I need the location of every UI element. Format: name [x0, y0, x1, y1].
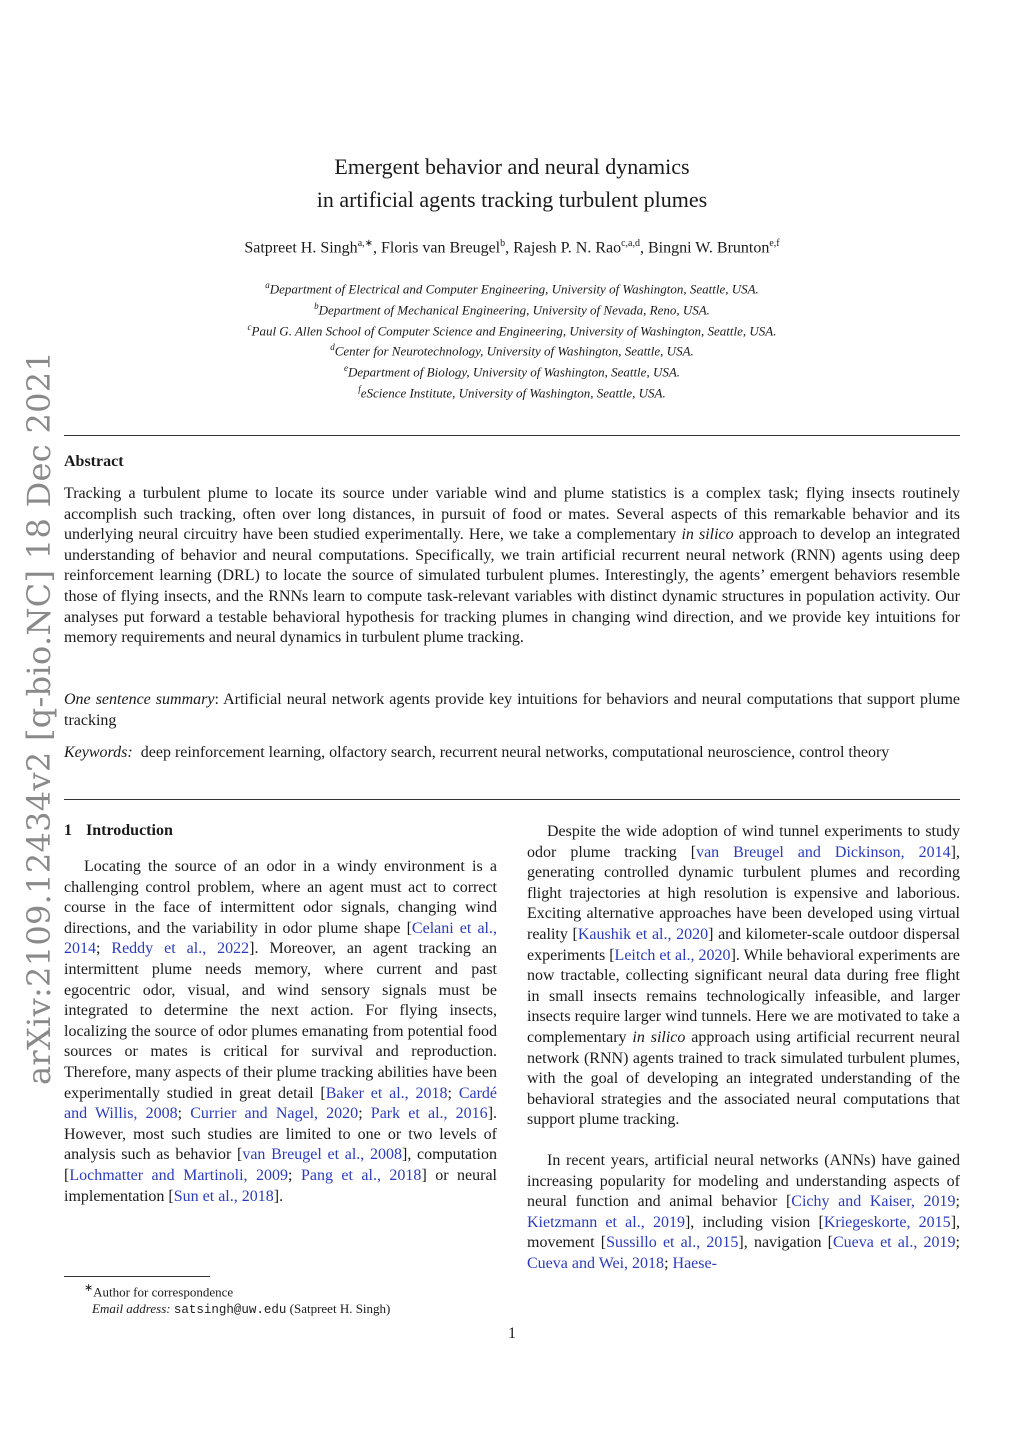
- citation-link[interactable]: Lochmatter and Martinoli, 2009: [69, 1166, 289, 1184]
- affiliation-list: [0, 277, 1024, 402]
- author-name: Floris van Breugel: [381, 239, 501, 257]
- divider-bottom: [64, 799, 960, 800]
- footnote: [64, 1280, 390, 1319]
- footnote-text: Author for correspondence: [93, 1284, 234, 1300]
- footnote-mark: ∗: [84, 1282, 94, 1294]
- email-address[interactable]: satsingh@uw.edu: [173, 1303, 287, 1318]
- author-affil-mark: a,∗: [357, 238, 374, 249]
- one-sentence-summary: One sentence summary: Artificial neural network agents provide key intuitions for behaviors and neural computations that support plume tracking: [64, 691, 961, 729]
- citation-link[interactable]: Baker et al., 2018: [325, 1084, 448, 1102]
- citation-link[interactable]: van Breugel et al., 2008: [242, 1146, 402, 1164]
- author-name: Bingni W. Brunton: [648, 239, 770, 257]
- citation-link[interactable]: Kietzmann et al., 2019: [527, 1213, 685, 1231]
- affiliation: $^a$Department of Electrical and Computer Engineering, University of Washington, Seattle, USA.: [265, 280, 759, 297]
- citation-link[interactable]: Currier and Nagel, 2020: [190, 1105, 359, 1123]
- affiliation: $^d$Center for Neurotechnology, University of Washington, Seattle, USA.: [330, 342, 694, 359]
- title-line-2: in artificial agents tracking turbulent plumes: [316, 187, 708, 212]
- citation-link[interactable]: Haese-: [672, 1254, 717, 1272]
- right-column: [527, 822, 960, 1274]
- intro-paragraph: Locating the source of an odor in a windy environment is a challenging control problem, where an agent must act to correct course in the face of intermittent odor signals, changing wind directions, and the variability in odor plume shape [Celani et al., 2014; Reddy et al., 2022]. Moreover, an agent tracking an intermittent plume needs memory, where current and past egocentric odor, visual, and wind sensory signals must be integrated to determine the next action. For flying insects, localizing the source of odor plumes emanating from potential food sources or mates is critical for survival and reproduction. Therefore, many aspects of their plume tracking abilities have been experimentally studied in great detail [Baker et al., 2018; Cardé and Willis, 2008; Currier and Nagel, 2020; Park et al., 2016]. However, most such studies are limited to one or two levels of analysis such as behavior [van Breugel et al., 2008], computation [Lochmatter and Martinoli, 2009; Pang et al., 2018] or neural implementation [Sun et al., 2018].: [64, 858, 498, 1205]
- author-affil-mark: c,a,d: [621, 238, 640, 249]
- email-owner: (Satpreet H. Singh): [289, 1301, 391, 1317]
- citation-link[interactable]: Reddy et al., 2022: [111, 940, 250, 958]
- citation-link[interactable]: Cueva and Wei, 2018: [527, 1254, 665, 1272]
- affiliation: $^e$Department of Biology, University of Washington, Seattle, USA.: [343, 363, 681, 380]
- title-line-1: Emergent behavior and neural dynamics: [334, 154, 690, 179]
- affiliation: $^c$Paul G. Allen School of Computer Science and Engineering, University of Washington, Seattle, USA.: [247, 321, 777, 338]
- keywords-text: deep reinforcement learning, olfactory search, recurrent neural networks, computational neuroscience, control theory: [140, 744, 890, 761]
- citation-link[interactable]: Park et al., 2016: [370, 1105, 488, 1123]
- citation-link[interactable]: Cardé and Willis, 2008: [64, 1084, 498, 1123]
- intro-paragraph: In recent years, artificial neural networks (ANNs) have gained increasing popularity for modeling and understanding aspects of neural function and animal behavior [Cichy and Kaiser, 2019; Kietzmann et al., 2019], including vision [Kriegeskorte, 2015], movement [Sussillo et al., 2015], navigation [Cueva et al., 2019; Cueva and Wei, 2018; Haese-: [527, 1151, 961, 1272]
- author-name: Rajesh P. N. Rao: [513, 239, 622, 257]
- citation-link[interactable]: Celani et al., 2014: [64, 919, 498, 958]
- summary-label: One sentence summary: [64, 691, 215, 708]
- author-affil-mark: e,f: [769, 238, 780, 249]
- citation-link[interactable]: van Breugel and Dickinson, 2014: [696, 843, 951, 861]
- affiliation: $^b$Department of Mechanical Engineering, University of Nevada, Reno, USA.: [314, 300, 710, 318]
- citation-link[interactable]: Sussillo et al., 2015: [606, 1234, 739, 1252]
- left-column: [64, 857, 497, 1207]
- arxiv-stamp: arXiv:2109.12434v2 [q-bio.NC] 18 Dec 2021: [20, 350, 58, 1085]
- citation-link[interactable]: Pang et al., 2018: [300, 1166, 422, 1184]
- citation-link[interactable]: Kriegeskorte, 2015: [823, 1213, 951, 1231]
- section-number: 1: [64, 822, 72, 839]
- citation-link[interactable]: Cichy and Kaiser, 2019: [791, 1193, 956, 1211]
- author-list: Satpreet H. Singh$^{a,∗}$, Floris van Breugel$^b$, Rajesh P. N. Rao$^{c,a,d}$, Bingni W. Brunton$^{e,f}$: [244, 238, 780, 257]
- email-label: Email address:: [92, 1301, 171, 1317]
- intro-paragraph: Despite the wide adoption of wind tunnel experiments to study odor plume tracking [van Breugel and Dickinson, 2014], generating controlled dynamic turbulent plumes and recording flight trajectories at high resolution is expensive and laborious. Exciting alternative approaches have been developed using virtual reality [Kaushik et al., 2020] and kilometer-scale outdoor dispersal experiments [Leitch et al., 2020]. While behavioral experiments are now tractable, collecting significant neural data during free flight in small insects remains technologically infeasible, and larger insects require larger wind tunnels. Here we are motivated to take a complementary in silico approach using artificial recurrent neural network (RNN) agents trained to track simulated turbulent plumes, with the goal of developing an integrated understanding of the behavioral strategies and the associated neural computations that support plume tracking.: [527, 823, 961, 1129]
- abstract-body: Tracking a turbulent plume to locate its source under variable wind and plume statistics is a complex task; flying insects routinely accomplish such tracking, often over long distances, in pursuit of food or mates. Several aspects of this remarkable behavior and its underlying neural circuitry have been studied experimentally. Here, we take a complementary in silico approach to develop an integrated understanding of behavior and neural computations. Specifically, we train artificial recurrent neural network (RNN) agents using deep reinforcement learning (DRL) to locate the source of simulated turbulent plumes. Interestingly, the agents’ emergent behaviors resemble those of flying insects, and the RNNs learn to compute task-relevant variables with distinct dynamic structures in population activity. Our analyses put forward a testable behavioral hypothesis for tracking plumes in changing wind direction, and we provide key intuitions for memory requirements and neural dynamics in turbulent plume tracking.: [64, 485, 961, 647]
- section-title: Introduction: [86, 822, 173, 839]
- author-affil-mark: b: [500, 238, 506, 249]
- abstract-heading: Abstract: [64, 453, 124, 470]
- section-heading: [64, 822, 173, 840]
- citation-link[interactable]: Kaushik et al., 2020: [577, 925, 709, 943]
- page-number: 1: [508, 1325, 516, 1342]
- divider-top: [64, 435, 960, 436]
- author-name: Satpreet H. Singh: [244, 239, 358, 257]
- citation-link[interactable]: Leitch et al., 2020: [614, 946, 731, 964]
- paper-title: [0, 150, 1024, 216]
- footnote-divider: [64, 1276, 210, 1277]
- citation-link[interactable]: Cueva et al., 2019: [833, 1234, 956, 1252]
- summary-text: Artificial neural network agents provide key intuitions for behaviors and neural computations that support plume tracking: [64, 691, 961, 729]
- affiliation: $^f$eScience Institute, University of Washington, Seattle, USA.: [358, 384, 666, 401]
- keywords: [64, 743, 960, 764]
- keywords-label: Keywords:: [64, 744, 133, 761]
- citation-link[interactable]: Sun et al., 2018: [173, 1187, 274, 1205]
